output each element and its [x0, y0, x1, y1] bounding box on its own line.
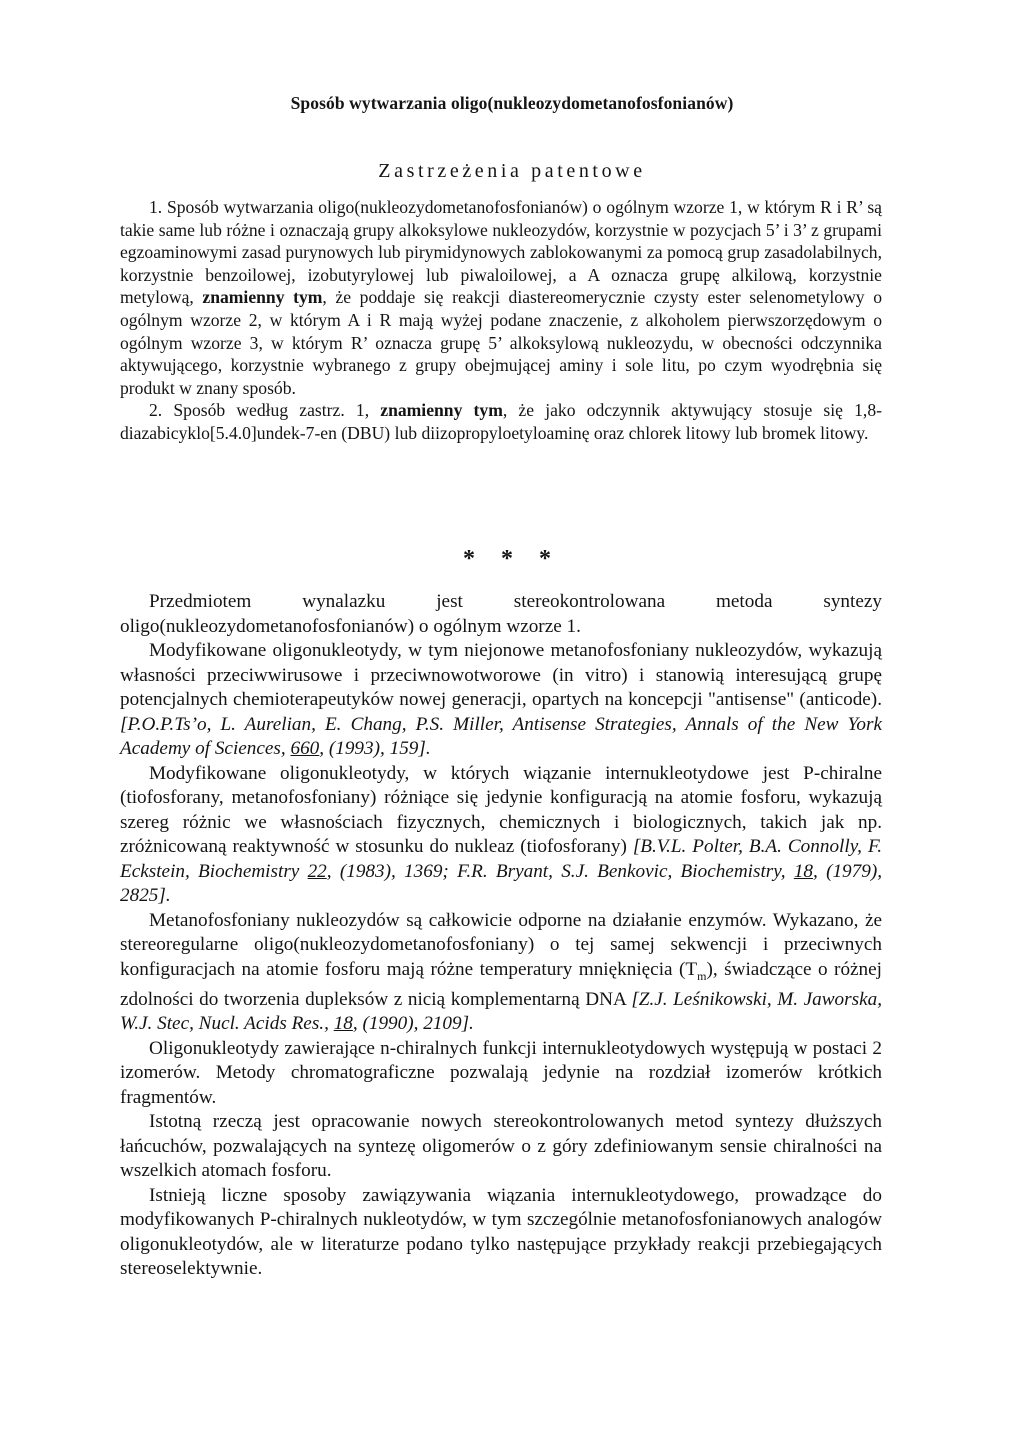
paragraph-2-citation: [120, 714, 882, 760]
description-section: [120, 590, 882, 1282]
citation-volume: 18: [793, 860, 813, 882]
citation-text: [Z.J. Leśnikowski, M. Jaworska, W.J. Stec, Nucl. Acids Res.,: [120, 988, 882, 1035]
subscript: m: [697, 968, 707, 983]
citation-text: , (1993), 159].: [319, 738, 431, 759]
claim-2: [120, 399, 882, 444]
citation-text: [P.O.P.Ts’o, L. Aurelian, E. Chang, P.S. Miller, Antisense Strategies, Annals of the New York Academy of Sciences,: [120, 713, 882, 759]
document-title: Sposób wytwarzania oligo(nukleozydometanofosfonianów): [290, 93, 734, 113]
claims-heading: Zastrzeżenia patentowe: [378, 160, 646, 182]
paragraph-3: [120, 762, 882, 909]
paragraph-4: [120, 909, 882, 1037]
citation-text: , (1990), 2109].: [352, 1013, 474, 1035]
citation-volume: 660: [290, 738, 320, 759]
claim-1-text-end: , że poddaje się reakcji diastereomerycznie czysty ester selenometylowy o ogólnym wzorze 2, w którym A i R mają wyżej podane znaczenie, z alkoholem pierwszorzędowym o ogólnym wzorze 3, w którym R’ oznacza grupę 5’ alkoksylową nukleozydu, w obecności odczynnika aktywującego, korzystnie wybranego z grupy obejmującej aminy i sole litu, po czym wyodrębnia się produkt w znany sposób.: [120, 287, 882, 398]
claim-2-text-end: , że jako odczynnik aktywujący stosuje się 1,8-diazabicyklo[5.4.0]undek-7-en (DBU) lub diizopropyloetyloaminę oraz chlorek litowy lub bromek litowy.: [120, 400, 882, 443]
citation-text: , (1979), 2825].: [120, 860, 883, 906]
claim-2-keyword: znamienny tym: [380, 400, 503, 421]
paragraph-6: Istotną rzeczą jest opracowanie nowych stereokontrolowanych metod syntezy dłuższych łańcuchów, pozwalających na syntezę oligomerów o z góry zdefiniowanym sensie chiralności na wszelkich atomach fosforu.: [120, 1111, 882, 1182]
paragraph-2: [120, 639, 882, 762]
paragraph-1: Przedmiotem wynalazku jest stereokontrolowana metoda syntezy oligo(nukleozydometanofosfonianów) o ogólnym wzorze 1.: [120, 591, 882, 637]
claims-section: [120, 196, 882, 445]
citation-volume: 22: [307, 860, 327, 882]
paragraph-2-text: Modyfikowane oligonukleotydy, w tym niejonowe metanofosfoniany nukleozydów, wykazują własności przeciwwirusowe i przeciwnowotworowe (in vitro) i stanowią interesującą grupę potencjalnych chemioterapeutyków nowej generacji, opartych na koncepcji "antisense" (anticode).: [120, 640, 882, 710]
citation-volume: 18: [333, 1013, 353, 1035]
claim-1-text-start: 1. Sposób wytwarzania oligo(nukleozydometanofosfonianów) o ogólnym wzorze 1, w którym R i R’ są takie same lub różne i oznaczają grupy alkoksylowe nukleozydów, korzystnie w pozycjach 5’ i 3’ z grupami egzoaminowymi zasad purynowych lub pirymidynowych zablokowanymi za pomocą grup zasadolabilnych, korzystnie benzoilowej, izobutyrylowej lub piwaloilowej, a A oznacza grupę alkilową, korzystnie metylową,: [120, 197, 882, 308]
paragraph-3-text: Modyfikowane oligonukleotydy, w których wiązanie internukleotydowe jest P-chiralne (tiofosforany, metanofosfoniany) różniące się jedynie konfiguracją na atomie fosforu, wykazują szereg różnic we własnościach fizycznych, chemicznych i biologicznych, takich jak np. zróżnicowaną reaktywność w stosunku do nukleaz (tiofosforany): [120, 762, 882, 857]
paragraph-4-text: ), świadczące o różnej zdolności do tworzenia dupleksów z nicią komplementarną DNA: [120, 958, 882, 1010]
claim-1-keyword: znamienny tym: [202, 287, 323, 308]
paragraph-7: Istnieją liczne sposoby zawiązywania wiązania internukleotydowego, prowadzące do modyfikowanych P-chiralnych nukleotydów, w tym szczególnie metanofosfonianowych analogów oligonukleotydów, ale w literaturze podano tylko następujące przykłady reakcji przebiegających stereoselektywnie.: [120, 1184, 882, 1280]
claim-2-text-start: 2. Sposób według zastrz. 1,: [149, 400, 381, 421]
paragraph-5: Oligonukleotydy zawierające n-chiralnych funkcji internukleotydowych występują w postaci 2 izomerów. Metody chromatograficzne pozwalają jedynie na rozdział izomerów krótkich fragmentów.: [120, 1037, 882, 1108]
claim-1: [120, 196, 882, 399]
citation-text: [B.V.L. Polter, B.A. Connolly, F. Eckstein, Biochemistry: [120, 836, 882, 882]
paragraph-4-text: Metanofosfoniany nukleozydów są całkowicie odporne na działanie enzymów. Wykazano, że stereoregularne oligo(nukleozydometanofosfoniany) o tej samej sekwencji i przeciwnych konfiguracjach na atomie fosforu mają różne temperatury mnięknięcia (T: [120, 909, 882, 980]
section-separator: * * *: [463, 546, 561, 572]
citation-text: , (1983), 1369; F.R. Bryant, S.J. Benkovic, Biochemistry,: [326, 860, 794, 882]
